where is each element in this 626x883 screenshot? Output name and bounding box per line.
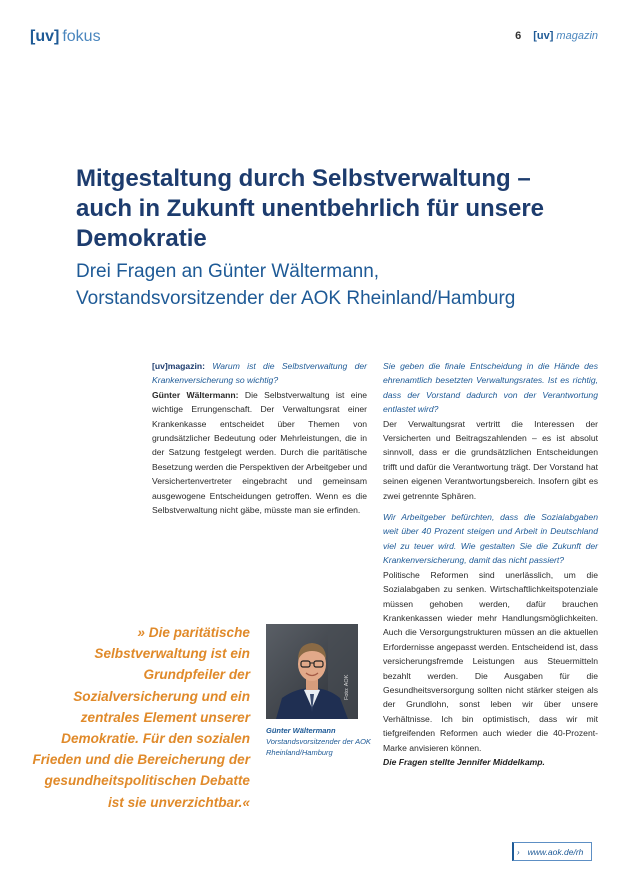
aok-website-link[interactable] <box>512 842 592 861</box>
quote-close-mark: « <box>242 794 250 810</box>
pull-quote <box>28 622 250 813</box>
uv-logo: [uv] <box>30 28 60 45</box>
subtitle-line-2: Vorstandsvorsitzender der AOK Rheinland/Hamburg <box>76 288 516 309</box>
page-number: 6 <box>515 30 522 42</box>
section-label: fokus <box>62 28 101 45</box>
portrait-photo <box>266 624 358 719</box>
answer-2: Der Verwaltungsrat vertritt die Interessen der Versicherten und Beitragszahlenden – es ist absolut sinnvoll, dass er die grundsätzlichen Entscheidungen trifft und dafür die Verantwortung trägt. Der Vorstand hat seinen eigenen Verantwortungsbereich. Insofern gibt es zwei getrennte Sphären. <box>383 418 598 501</box>
photo-caption-role: Vorstandsvorsitzender der AOK Rheinland/Hamburg <box>266 737 371 757</box>
magazine-logo: [uv] <box>533 30 554 42</box>
magazine-label: magazin <box>556 30 598 42</box>
chevron-right-icon: › <box>517 848 520 857</box>
answer-1-text: Die Selbstverwaltung ist eine wichtige Errungenschaft. Der Verwaltungsrat einer Krankenkasse entscheidet über Themen von grundsätzlicher Bedeutung oder Mehrleistungen, die in der Satzung festgelegt werden. Durch die paritätische Besetzung werden die Perspektiven der Arbeitgeber und Versichertenvertreter eingebracht und gemeinsam ausgewogene Entscheidungen getroffen. Wenn es die Selbstverwaltung nicht gäbe, müsste man sie erfinden. <box>152 389 368 516</box>
interviewer-label: [uv]magazin: <box>152 361 205 371</box>
portrait-illustration <box>266 624 358 719</box>
question-2: Sie geben die finale Entscheidung in die Hände des ehrenamtlich besetzten Verwaltungsrates. Ist es richtig, dass der Vorstand dadurch von der Verantwortung entlastet wird? <box>383 361 598 415</box>
page-header-right <box>515 29 598 43</box>
answer-1 <box>152 388 367 518</box>
article-subtitle <box>76 258 596 312</box>
answer-3: Politische Reformen sind unerlässlich, um die Sozialabgaben zu senken. Wirtschaftlichkeitspotenziale müssen gehoben werden, dafür brauchen Krankenkassen wieder mehr Handlungsmöglichkeiten. Auch die Versorgungstrukturen müssen an die aktuellen Erfordernisse angepasst werden. Entscheidend ist, dass versicherungsfremde Leistungen aus Steuermitteln bezahlt werden. Die Ausgaben für die Gesundheitsversorgung sollten nicht stärker steigen als der Grundlohn, sonst leben wir über unsere Verhältnisse. Ich bin optimistisch, dass wir mit tiefgreifenden Reformen auch wieder die 40-Prozent-Marke anvisieren können. <box>383 569 598 753</box>
aok-website-link-text[interactable]: www.aok.de/rh <box>527 847 584 857</box>
interview-column-left <box>152 359 367 517</box>
photo-caption-name: Günter Wältermann <box>266 726 336 735</box>
interview-signature: Die Fragen stellte Jennifer Middelkamp. <box>383 756 545 767</box>
subtitle-line-1: Drei Fragen an Günter Wältermann, <box>76 261 380 282</box>
pull-quote-text: Die paritätische Selbstverwaltung ist ein Grundpfeiler der Sozialversicherung und ein zentrales Element unserer Demokratie. Für den sozialen Frieden und die Bereicherung der gesundheitspolitischen Debatte ist sie unverzichtbar. <box>32 625 250 810</box>
question-3: Wir Arbeitgeber befürchten, dass die Sozialabgaben weit über 40 Prozent steigen und Arbeit in Deutschland viel zu teuer wird. Wie gestalten Sie die Zukunft der Krankenversicherung, damit das nicht passiert? <box>383 512 598 566</box>
article-title: Mitgestaltung durch Selbstverwaltung – auch in Zukunft unentbehrlich für unsere Demokratie <box>76 165 545 252</box>
photo-credit: Foto: AOK <box>344 674 350 700</box>
quote-open-mark: » <box>137 625 145 640</box>
question-1 <box>152 359 367 388</box>
interview-column-right <box>383 359 598 769</box>
question-1-text: Warum ist die Selbstverwaltung der Krankenversicherung so wichtig? <box>152 361 367 386</box>
section-header <box>30 28 101 46</box>
speaker-label: Günter Wältermann: <box>152 389 239 400</box>
